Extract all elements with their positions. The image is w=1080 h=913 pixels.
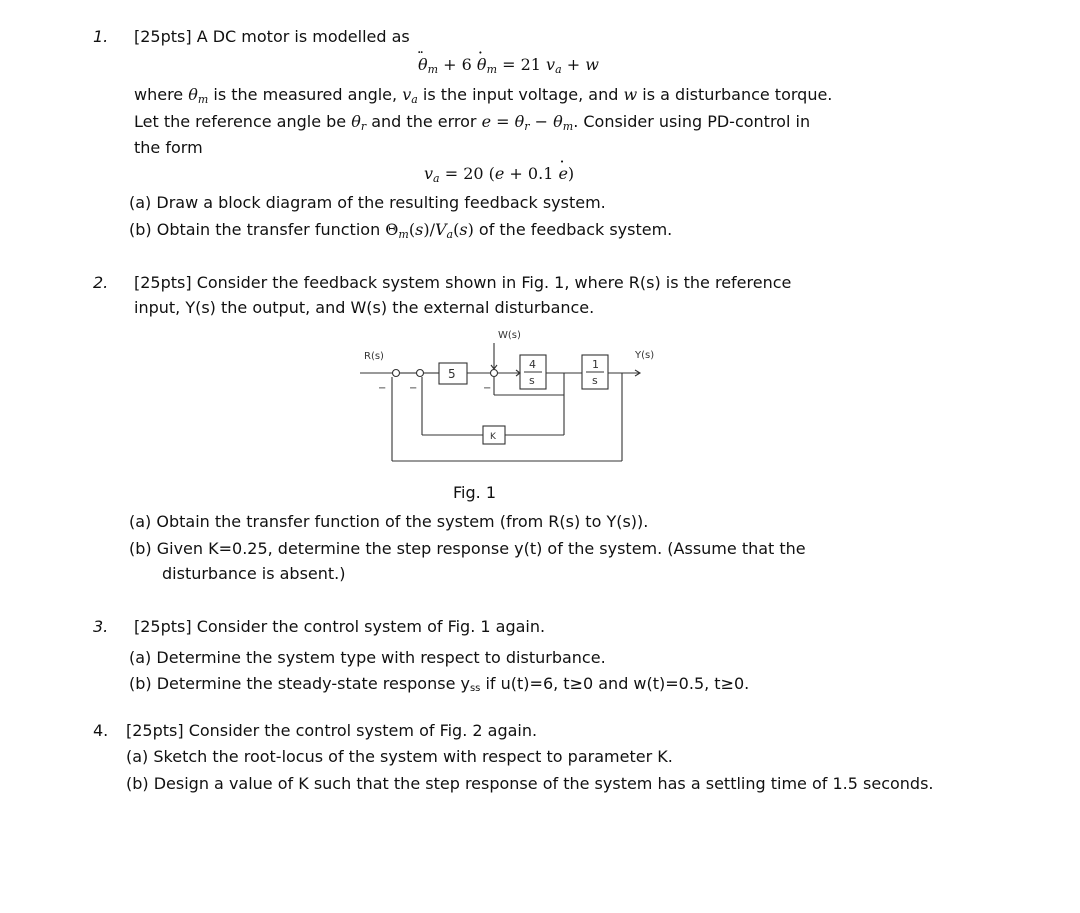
q1-intro: [25pts] A DC motor is modelled as — [134, 27, 410, 46]
q1-motor-equation: ·· $\theta_m + 6 \cdot \theta_m = 21$ $v_a + w$ — [418, 55, 599, 75]
q2-number: 2. — [93, 273, 109, 292]
q1-number: 1. — [93, 27, 109, 46]
q1-pd-control-equation: $v_a = 20$ (e + 0.1 · e) — [424, 164, 574, 184]
minus-sign-1: − — [378, 383, 387, 394]
q1-where-line: where $\theta_m$ is the measured angle, $v_a$ is the input voltage, and w is a disturbance torque. — [134, 85, 833, 106]
q1-form-line: the form — [134, 138, 203, 157]
q4-line-1: [25pts] Consider the control system of Fig. 2 again. — [126, 721, 538, 740]
fig1-block-diagram — [350, 325, 680, 470]
q4-number: 4. — [93, 721, 109, 740]
q3-part-a: (a) Determine the system type with respect to disturbance. — [129, 648, 606, 667]
label-r: R(s) — [364, 351, 384, 362]
q2-part-b-line-1: (b) Given K=0.25, determine the step response y(t) of the system. (Assume that the — [129, 539, 806, 558]
minus-sign-2: − — [409, 383, 418, 394]
q2-line-1: [25pts] Consider the feedback system shown in Fig. 1, where R(s) is the reference — [134, 273, 792, 292]
gain-value: 5 — [448, 367, 456, 381]
int1-denominator: s — [529, 374, 535, 387]
q3-part-b: (b) Determine the steady-state response $y_{ss}$ if u(t)=6, t≥0 and w(t)=0.5, t≥0. — [129, 674, 750, 694]
q2-part-a: (a) Obtain the transfer function of the system (from R(s) to Y(s)). — [129, 512, 649, 531]
label-y: Y(s) — [635, 350, 655, 361]
q3-number: 3. — [93, 617, 109, 636]
q1-reference-line: Let the reference angle be $\theta_r$ and the error $e = \theta_r - \theta_m$. Consider using PD-control in — [134, 112, 811, 133]
q4-part-a: (a) Sketch the root-locus of the system with respect to parameter K. — [126, 747, 673, 766]
label-w: W(s) — [498, 330, 521, 341]
minus-sign-3: − — [483, 383, 492, 394]
q1-part-a: (a) Draw a block diagram of the resulting feedback system. — [129, 193, 606, 212]
q3-line-1: [25pts] Consider the control system of Fig. 1 again. — [134, 617, 546, 636]
k-label: K — [490, 432, 496, 442]
int2-numerator: 1 — [592, 358, 599, 371]
q1-part-b: (b) Obtain the transfer function $\Theta_m(s)/V_a(s)$ of the feedback system. — [129, 220, 673, 241]
summing-junction-2 — [417, 370, 424, 377]
fig1-caption: Fig. 1 — [453, 483, 496, 502]
int2-denominator: s — [592, 374, 598, 387]
q2-line-2: input, Y(s) the output, and W(s) the external disturbance. — [134, 298, 595, 317]
summing-junction-3 — [491, 370, 498, 377]
summing-junction-1 — [393, 370, 400, 377]
q4-part-b: (b) Design a value of K such that the step response of the system has a settling time of 1.5 seconds. — [126, 774, 934, 793]
int1-numerator: 4 — [529, 358, 536, 371]
q2-part-b-line-2: disturbance is absent.) — [162, 564, 346, 583]
